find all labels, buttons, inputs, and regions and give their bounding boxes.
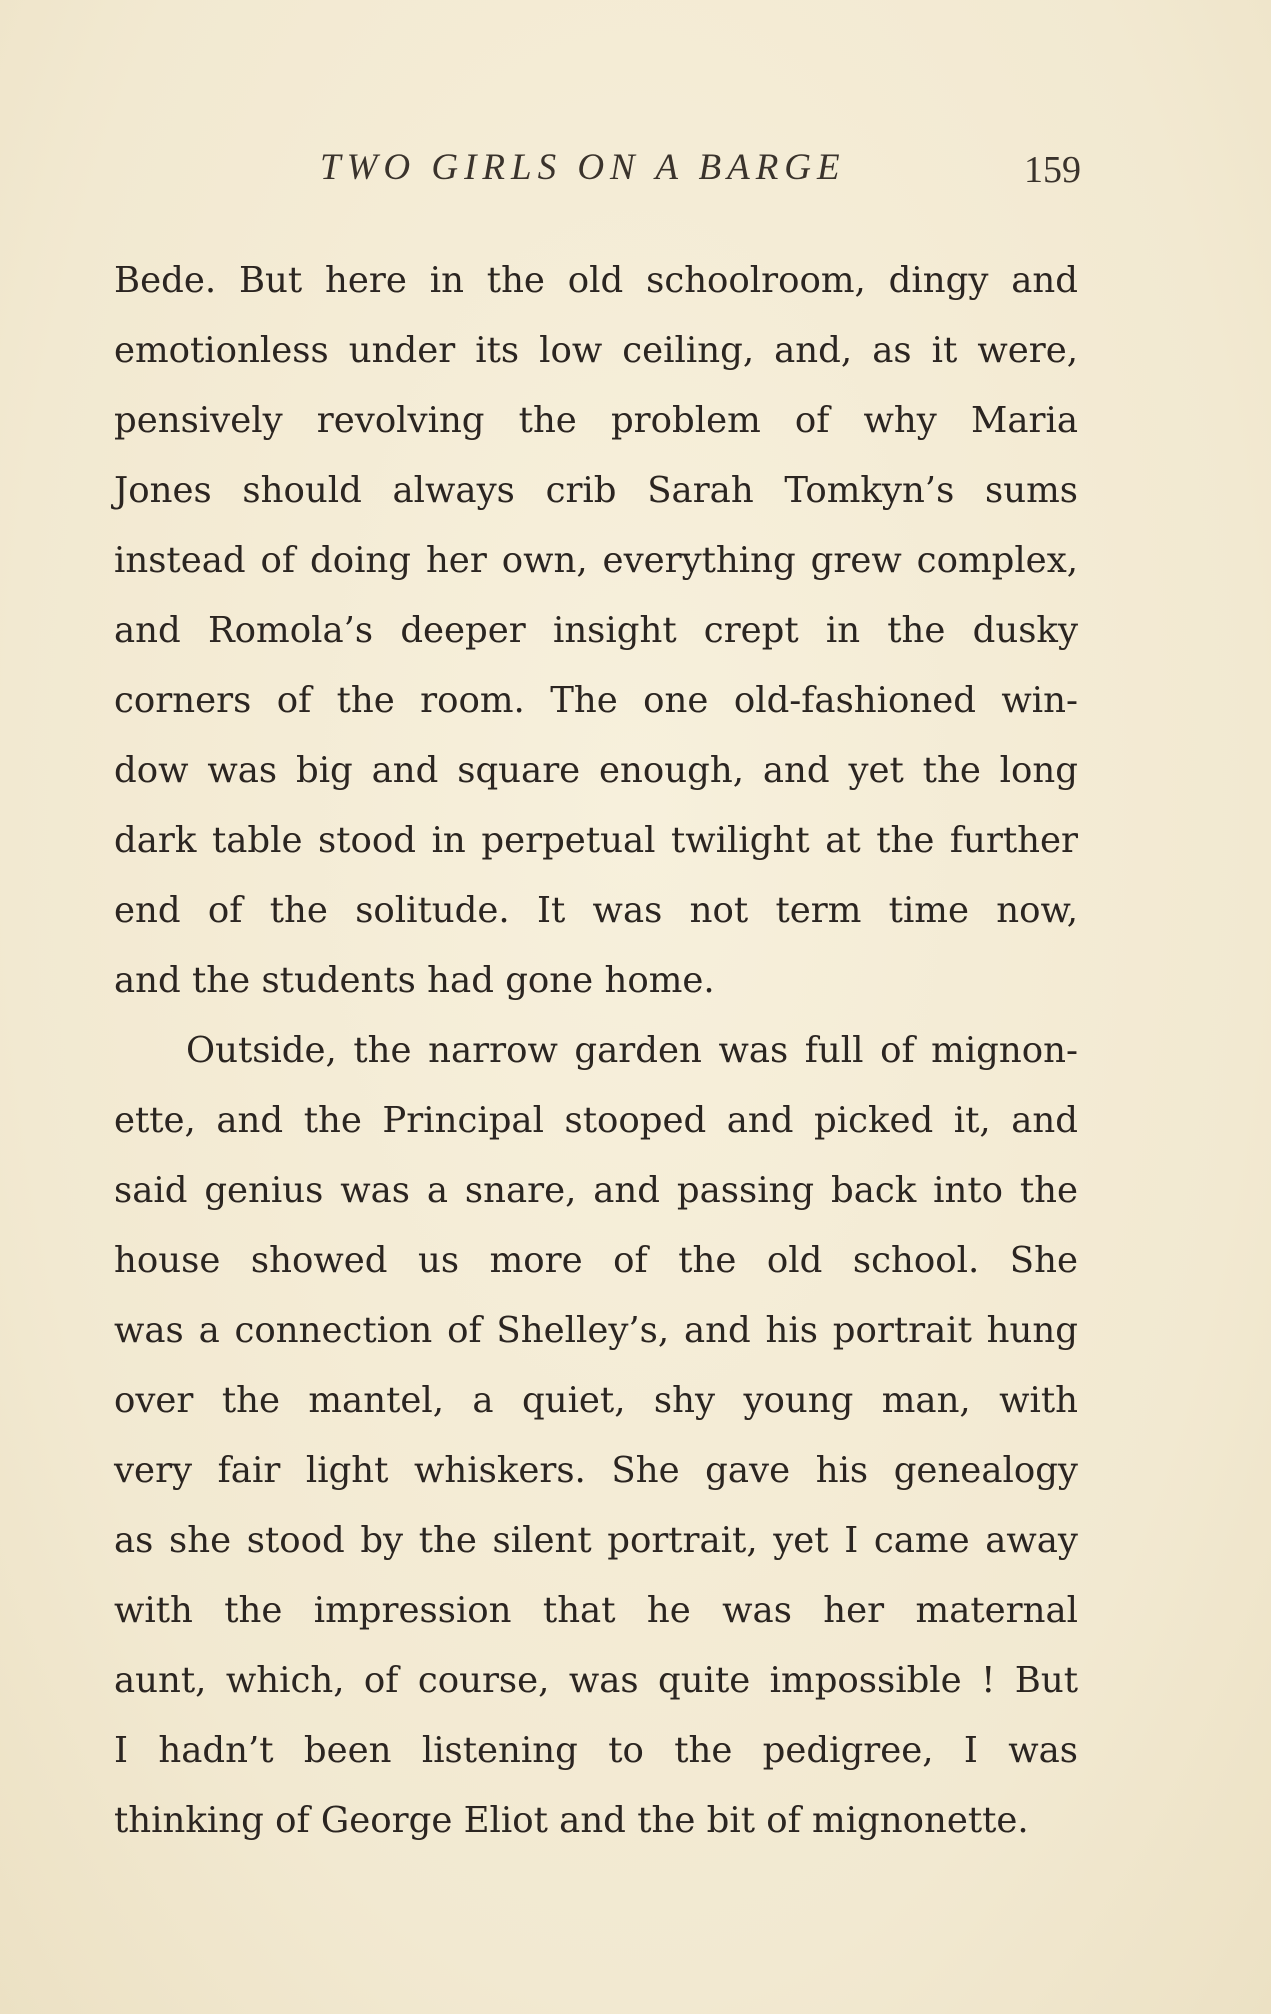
text-line: I hadn’t been listening to the pedigree, I was: [114, 1730, 1078, 1771]
text-line: over the mantel, a quiet, shy young man, with: [114, 1380, 1078, 1421]
text-line: with the impression that he was her maternal: [114, 1590, 1078, 1631]
running-title: TWO GIRLS ON A BARGE: [320, 147, 846, 188]
text-line: Jones should always crib Sarah Tomkyn’s sums: [114, 470, 1078, 511]
text-line: Bede. But here in the old schoolroom, dingy and: [114, 260, 1078, 301]
text-line: thinking of George Eliot and the bit of mignonette.: [114, 1800, 1029, 1841]
text-line: and the students had gone home.: [114, 960, 715, 1001]
text-line: corners of the room. The one old-fashioned win-: [114, 680, 1078, 721]
text-line: as she stood by the silent portrait, yet I came away: [114, 1520, 1078, 1561]
text-line: end of the solitude. It was not term time now,: [114, 890, 1078, 931]
text-line: dow was big and square enough, and yet the long: [114, 750, 1078, 791]
text-line: Outside, the narrow garden was full of mignon-: [186, 1030, 1078, 1071]
text-line: very fair light whiskers. She gave his genealogy: [114, 1450, 1078, 1491]
text-line: dark table stood in perpetual twilight at the further: [114, 820, 1078, 861]
text-line: was a connection of Shelley’s, and his portrait hung: [114, 1310, 1078, 1351]
text-line: ette, and the Principal stooped and picked it, and: [114, 1100, 1078, 1141]
text-line: said genius was a snare, and passing back into the: [114, 1170, 1078, 1211]
text-line: emotionless under its low ceiling, and, as it were,: [114, 330, 1078, 371]
running-head: [0, 146, 1271, 196]
body-text: [114, 246, 1078, 1856]
text-line: house showed us more of the old school. She: [114, 1240, 1078, 1281]
text-line: pensively revolving the problem of why Maria: [114, 400, 1078, 441]
text-line: aunt, which, of course, was quite impossible ! But: [114, 1660, 1078, 1701]
text-line: and Romola’s deeper insight crept in the dusky: [114, 610, 1078, 651]
page-number: 159: [1024, 149, 1081, 191]
text-line: instead of doing her own, everything grew complex,: [114, 540, 1078, 581]
